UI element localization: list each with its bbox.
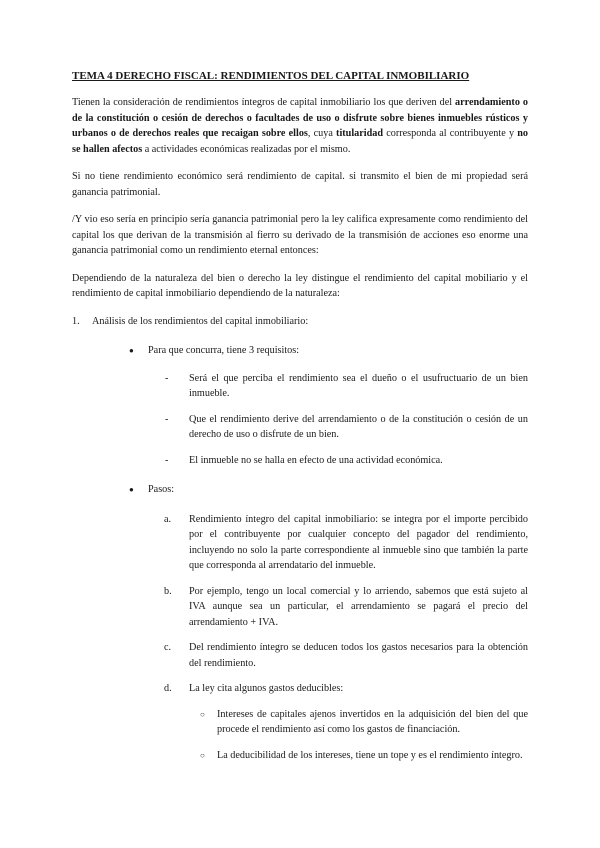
- letter-marker: b.: [164, 585, 172, 597]
- circle-bullet-icon: ○: [200, 750, 205, 760]
- bullet-icon: ●: [129, 346, 134, 355]
- list-item: [72, 748, 528, 764]
- intro-text-4: a actividades económicas realizadas por el mismo.: [142, 143, 351, 155]
- intro-text-3: corresponda al contribuyente y: [383, 128, 518, 139]
- paragraph-2: Si no tiene rendimiento económico será rendimiento de capital. si transmito el bien de mi propiedad será ganancia patrimonial.: [72, 171, 528, 198]
- bullet-item-pasos: [72, 482, 528, 498]
- page-title: TEMA 4 DERECHO FISCAL: RENDIMIENTOS DEL CAPITAL INMOBILIARIO: [72, 70, 470, 82]
- list-item-text: Intereses de capitales ajenos invertidos en la adquisición del bien del que procede el rendimiento así como los gastos de financiación.: [217, 708, 528, 735]
- letter-marker: d.: [164, 683, 172, 694]
- intro-bold-3: no se hallen afectos: [72, 128, 528, 155]
- list-item-text: La deducibilidad de los intereses, tiene un tope y es el rendimiento íntegro.: [217, 749, 523, 761]
- list-item-text: Por ejemplo, tengo un local comercial y lo arriendo, sabemos que está sujeto al IVA aunque sea un particular, el arrendamiento se pagará el precio del arrendamiento + IVA.: [189, 585, 528, 628]
- list-item: [72, 512, 528, 574]
- list-item: [72, 681, 528, 697]
- circle-bullet-icon: ○: [200, 709, 205, 719]
- list-item-text: El inmueble no se halla en efecto de una actividad económica.: [189, 454, 443, 466]
- dash-marker: -: [165, 413, 169, 425]
- list-item: [72, 453, 528, 469]
- dash-marker: -: [165, 454, 169, 466]
- numbered-item-1: [72, 314, 528, 330]
- intro-bold-1: arrendamiento o de la constitución o cesión de derechos o facultades de uso o disfrute sobre bienes inmuebles rústicos y urbanos o de derechos reales que recaigan sobre ellos: [72, 97, 529, 139]
- list-item: [72, 371, 528, 402]
- dash-marker: -: [165, 372, 169, 384]
- bullet-icon: ●: [129, 485, 134, 494]
- intro-text-2: , cuya: [307, 128, 337, 139]
- list-item-text: Del rendimiento íntegro se deducen todos los gastos necesarios para la obtención del rendimiento.: [189, 642, 528, 669]
- letter-marker: a.: [164, 513, 172, 525]
- intro-bold-2: titularidad: [336, 128, 384, 139]
- list-item: [72, 584, 528, 631]
- list-item-text: Será el que perciba el rendimiento sea el dueño o el usufructuario de un bien inmueble.: [189, 372, 528, 399]
- list-item: [72, 412, 528, 443]
- intro-paragraph: [72, 95, 528, 157]
- list-item-text: Que el rendimiento derive del arrendamiento o de la constitución o cesión de un derecho de uso o disfrute de un bien.: [189, 413, 528, 440]
- intro-text-1: Tienen la consideración de rendimientos íntegros de capital inmobiliario los que deriven del: [72, 97, 456, 108]
- list-number: 1.: [72, 315, 80, 327]
- list-item: [72, 707, 528, 738]
- list-item-label: Análisis de los rendimientos del capital inmobiliario:: [92, 315, 309, 327]
- paragraph-4: Dependiendo de la naturaleza del bien o derecho la ley distingue el rendimiento del capital mobiliario y el rendimiento de capital inmobiliario dependiendo de la naturaleza:: [72, 272, 528, 299]
- list-item-text: La ley cita algunos gastos deducibles:: [189, 683, 344, 694]
- paragraph-3: /Y vio eso sería en principio sería ganancia patrimonial pero la ley califica expresamente como rendimiento del capital los que derivan de la transmisión al fierro su derivado de la transmisión de acciones eso enorme una ganancia patrimonial como un rendimiento eternal entonces:: [72, 214, 528, 256]
- bullet-item-requisitos: [72, 343, 528, 359]
- bullet-label: Para que concurra, tiene 3 requisitos:: [148, 345, 300, 356]
- list-item: [72, 640, 528, 671]
- document-page: [72, 70, 528, 773]
- bullet-label: Pasos:: [148, 484, 175, 495]
- letter-marker: c.: [164, 642, 172, 653]
- list-item-text: Rendimiento íntegro del capital inmobiliario: se integra por el importe percibido por el contribuyente por cualquier concepto del pagador del rendimiento, incluyendo no solo la parte correspondiente al inmueble sino que también la parte que corresponda al arrendatario del inmueble.: [189, 513, 528, 571]
